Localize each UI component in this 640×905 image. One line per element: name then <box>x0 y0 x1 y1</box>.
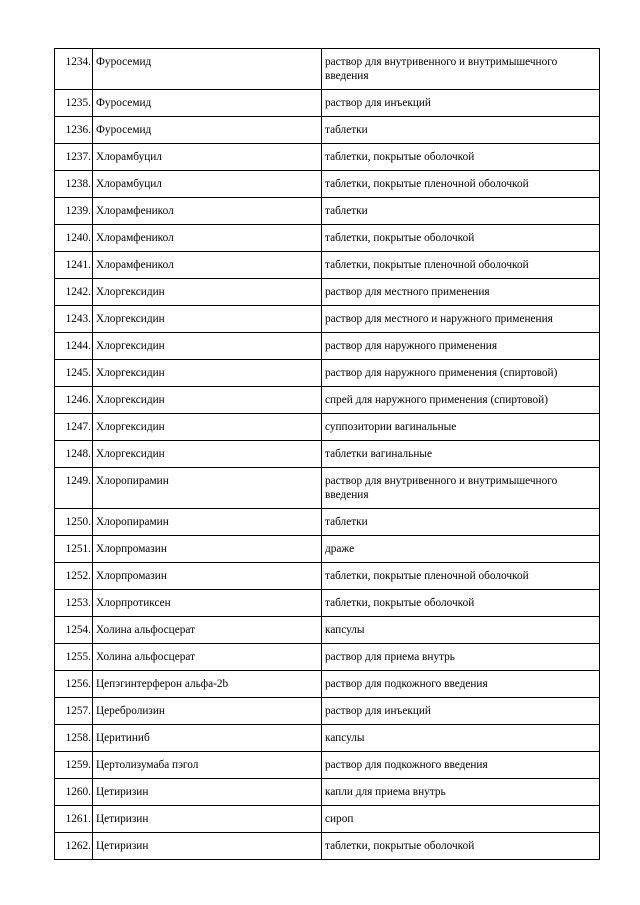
dosage-form-cell: капли для приема внутрь <box>322 779 600 806</box>
dosage-form-cell: раствор для местного и наружного применения <box>322 306 600 333</box>
row-number-cell: 1246. <box>55 387 93 414</box>
row-number-cell: 1252. <box>55 563 93 590</box>
row-number-cell: 1234. <box>55 49 93 90</box>
table-row <box>55 806 600 833</box>
row-number-cell: 1256. <box>55 671 93 698</box>
table-row <box>55 536 600 563</box>
table-row <box>55 725 600 752</box>
dosage-form-cell: суппозитории вагинальные <box>322 414 600 441</box>
dosage-form-cell: таблетки вагинальные <box>322 441 600 468</box>
drug-name-cell: Фуросемид <box>93 90 322 117</box>
dosage-form-cell: драже <box>322 536 600 563</box>
drug-name-cell: Хлоропирамин <box>93 468 322 509</box>
dosage-form-cell: таблетки, покрытые пленочной оболочкой <box>322 171 600 198</box>
dosage-form-cell: таблетки <box>322 198 600 225</box>
drug-name-cell: Хлоргексидин <box>93 441 322 468</box>
dosage-form-cell: таблетки, покрытые оболочкой <box>322 225 600 252</box>
drug-name-cell: Фуросемид <box>93 49 322 90</box>
dosage-form-cell: таблетки, покрытые пленочной оболочкой <box>322 563 600 590</box>
row-number-cell: 1259. <box>55 752 93 779</box>
drug-name-cell: Цертолизумаба пэгол <box>93 752 322 779</box>
drug-name-cell: Хлорпромазин <box>93 536 322 563</box>
table-row <box>55 252 600 279</box>
dosage-form-cell: таблетки, покрытые оболочкой <box>322 144 600 171</box>
drug-name-cell: Цетиризин <box>93 779 322 806</box>
table-row <box>55 306 600 333</box>
dosage-form-cell: раствор для подкожного введения <box>322 671 600 698</box>
drug-name-cell: Фуросемид <box>93 117 322 144</box>
drug-name-cell: Хлоргексидин <box>93 360 322 387</box>
dosage-form-cell: раствор для внутривенного и внутримышечного введения <box>322 468 600 509</box>
drug-name-cell: Хлоргексидин <box>93 333 322 360</box>
dosage-form-cell: спрей для наружного применения (спиртовой) <box>322 387 600 414</box>
dosage-form-cell: раствор для подкожного введения <box>322 752 600 779</box>
row-number-cell: 1260. <box>55 779 93 806</box>
dosage-form-cell: раствор для приема внутрь <box>322 644 600 671</box>
table-row <box>55 49 600 90</box>
drug-name-cell: Хлоргексидин <box>93 387 322 414</box>
dosage-form-cell: сироп <box>322 806 600 833</box>
drug-name-cell: Хлоропирамин <box>93 509 322 536</box>
row-number-cell: 1237. <box>55 144 93 171</box>
drug-name-cell: Церитиниб <box>93 725 322 752</box>
table-row <box>55 779 600 806</box>
row-number-cell: 1257. <box>55 698 93 725</box>
table-row <box>55 833 600 860</box>
table-row <box>55 590 600 617</box>
drug-name-cell: Хлорамбуцил <box>93 144 322 171</box>
table-row <box>55 563 600 590</box>
drug-name-cell: Хлоргексидин <box>93 414 322 441</box>
table-row <box>55 171 600 198</box>
drug-name-cell: Холина альфосцерат <box>93 644 322 671</box>
dosage-form-cell: раствор для инъекций <box>322 90 600 117</box>
table-row <box>55 509 600 536</box>
table-row <box>55 117 600 144</box>
row-number-cell: 1258. <box>55 725 93 752</box>
table-row <box>55 225 600 252</box>
row-number-cell: 1255. <box>55 644 93 671</box>
dosage-form-cell: раствор для инъекций <box>322 698 600 725</box>
row-number-cell: 1241. <box>55 252 93 279</box>
table-row <box>55 617 600 644</box>
dosage-form-cell: капсулы <box>322 725 600 752</box>
dosage-form-cell: таблетки, покрытые оболочкой <box>322 590 600 617</box>
table-row <box>55 671 600 698</box>
dosage-form-cell: таблетки, покрытые оболочкой <box>322 833 600 860</box>
drug-name-cell: Цетиризин <box>93 806 322 833</box>
row-number-cell: 1235. <box>55 90 93 117</box>
dosage-form-cell: капсулы <box>322 617 600 644</box>
drug-name-cell: Хлорамбуцил <box>93 171 322 198</box>
dosage-form-cell: таблетки, покрытые пленочной оболочкой <box>322 252 600 279</box>
drug-name-cell: Хлорамфеникол <box>93 252 322 279</box>
table-row <box>55 387 600 414</box>
table-row <box>55 644 600 671</box>
table-row <box>55 441 600 468</box>
dosage-form-cell: раствор для наружного применения (спиртовой) <box>322 360 600 387</box>
table-row <box>55 90 600 117</box>
drug-name-cell: Цепэгинтерферон альфа-2b <box>93 671 322 698</box>
row-number-cell: 1242. <box>55 279 93 306</box>
drug-name-cell: Цетиризин <box>93 833 322 860</box>
table-row <box>55 414 600 441</box>
drug-name-cell: Холина альфосцерат <box>93 617 322 644</box>
dosage-form-cell: раствор для внутривенного и внутримышечного введения <box>322 49 600 90</box>
drug-name-cell: Хлоргексидин <box>93 306 322 333</box>
table-body <box>55 49 600 860</box>
table-row <box>55 752 600 779</box>
row-number-cell: 1248. <box>55 441 93 468</box>
table-row <box>55 198 600 225</box>
row-number-cell: 1250. <box>55 509 93 536</box>
drug-name-cell: Хлорамфеникол <box>93 198 322 225</box>
row-number-cell: 1247. <box>55 414 93 441</box>
row-number-cell: 1244. <box>55 333 93 360</box>
row-number-cell: 1253. <box>55 590 93 617</box>
dosage-form-cell: раствор для местного применения <box>322 279 600 306</box>
drug-name-cell: Хлорамфеникол <box>93 225 322 252</box>
row-number-cell: 1236. <box>55 117 93 144</box>
row-number-cell: 1245. <box>55 360 93 387</box>
row-number-cell: 1249. <box>55 468 93 509</box>
table-row <box>55 144 600 171</box>
table-row <box>55 468 600 509</box>
row-number-cell: 1240. <box>55 225 93 252</box>
row-number-cell: 1254. <box>55 617 93 644</box>
row-number-cell: 1251. <box>55 536 93 563</box>
table-row <box>55 333 600 360</box>
row-number-cell: 1243. <box>55 306 93 333</box>
table-row <box>55 279 600 306</box>
drug-list-table <box>54 48 600 860</box>
table-row <box>55 360 600 387</box>
row-number-cell: 1239. <box>55 198 93 225</box>
row-number-cell: 1238. <box>55 171 93 198</box>
row-number-cell: 1262. <box>55 833 93 860</box>
drug-name-cell: Хлорпротиксен <box>93 590 322 617</box>
drug-name-cell: Хлорпромазин <box>93 563 322 590</box>
row-number-cell: 1261. <box>55 806 93 833</box>
table-row <box>55 698 600 725</box>
dosage-form-cell: раствор для наружного применения <box>322 333 600 360</box>
dosage-form-cell: таблетки <box>322 509 600 536</box>
drug-name-cell: Хлоргексидин <box>93 279 322 306</box>
dosage-form-cell: таблетки <box>322 117 600 144</box>
drug-name-cell: Церебролизин <box>93 698 322 725</box>
